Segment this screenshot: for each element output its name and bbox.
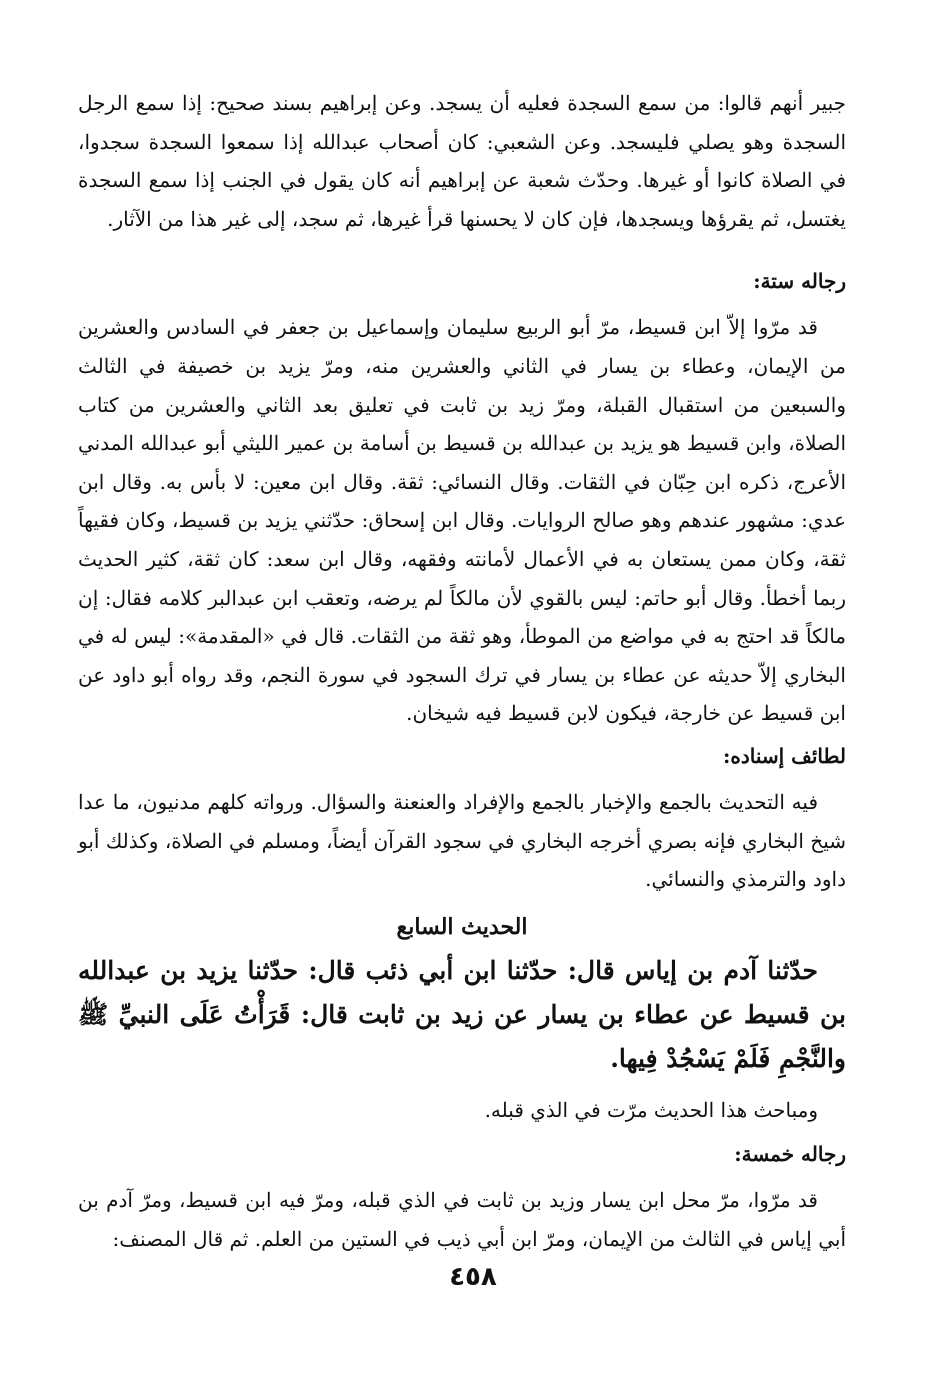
rijal-sitta-heading: رجاله ستة: [753, 269, 846, 294]
hadith-text [78, 949, 846, 1081]
lataif-paragraph: فيه التحديث بالجمع والإخبار بالجمع والإفراد والعنعنة والسؤال. ورواته كلهم مدنيون، ما عدا شيخ البخاري فإنه بصري أخرجه البخاري في سجود القرآن أيضاً، ومسلم في الصلاة، وكذلك أبو داود والترمذي والنسائي. [78, 789, 846, 892]
intro-paragraph: جبير أنهم قالوا: من سمع السجدة فعليه أن يسجد. وعن إبراهيم بسند صحيح: إذا سمع الرجل السجدة وهو يصلي فليسجد. وعن الشعبي: كان أصحاب عبدالله إذا سمعوا السجدة سجدوا، في الصلاة كانوا أو غيرها. وحدّث شعبة عن إبراهيم أنه كان يقول في الجنب إذا سمع السجدة يغتسل، ثم يقرؤها ويسجدها، فإن كان لا يحسنها قرأ غيرها، ثم سجد، إلى غير هذا من الآثار. [78, 91, 846, 231]
lataif-heading: لطائف إسناده: [722, 743, 846, 768]
hadith-matn: قَرَأْتُ عَلَى النبيِّ ﷺ والنَّجْمِ فَلَمْ يَسْجُدْ فِيها. [78, 999, 846, 1073]
hadith-isnad: حدّثنا آدم بن إياس قال: حدّثنا ابن أبي ذئب قال: حدّثنا يزيد بن عبدالله بن قسيط عن عطاء بن يسار عن زيد بن ثابت قال: [78, 955, 846, 1029]
rijal-khamsa-heading: رجاله خمسة: [734, 1142, 846, 1167]
hadith-title: الحديث السابع [396, 913, 528, 940]
mabahith-paragraph: ومباحث هذا الحديث مرّت في الذي قبله. [484, 1097, 818, 1122]
page-number: ٤٥٨ [449, 1262, 497, 1292]
rijal-khamsa-paragraph: قد مرّوا، مرّ محل ابن يسار وزيد بن ثابت في الذي قبله، ومرّ فيه ابن قسيط، ومرّ آدم بن أبي إياس في الثالث من الإيمان، ومرّ ابن أبي ذيب في الستين من العلم. ثم قال المصنف: [78, 1188, 846, 1251]
page-body [78, 84, 846, 1258]
rijal-sitta-paragraph: قد مرّوا إلاّ ابن قسيط، مرّ أبو الربيع سليمان وإسماعيل بن جعفر في السادس والعشرين من الإيمان، وعطاء بن يسار في الثاني والعشرين منه، ومرّ يزيد بن خصيفة في الثالث والسبعين من استقبال القبلة، ومرّ زيد بن ثابت في تعليق بعد الثاني والعشرين من كتاب الصلاة، وابن قسيط هو يزيد بن عبدالله بن قسيط بن أسامة بن عمير الليثي أبو عبدالله المدني الأعرج، ذكره ابن حِبّان في الثقات. وقال النسائي: ثقة. وقال ابن معين: لا بأس به. وقال ابن عدي: مشهور عندهم وهو صالح الروايات. وقال ابن إسحاق: حدّثني يزيد بن قسيط، وكان فقيهاً ثقة، وكان ممن يستعان به في الأعمال لأمانته وفقهه، وقال ابن سعد: كان ثقة، كثير الحديث ربما أخطأ. وقال أبو حاتم: ليس بالقوي لأن مالكاً لم يرضه، وتعقب ابن عبدالبر كلامه فقال: إن مالكاً قد احتج به في مواضع من الموطأ، وهو ثقة من الثقات. قال في «المقدمة»: ليس له في البخاري إلاّ حديثه عن عطاء بن يسار في ترك السجود في سورة النجم، وقد رواه أبو داود عن ابن قسيط عن خارجة، فيكون لابن قسيط فيه شيخان. [78, 315, 846, 726]
